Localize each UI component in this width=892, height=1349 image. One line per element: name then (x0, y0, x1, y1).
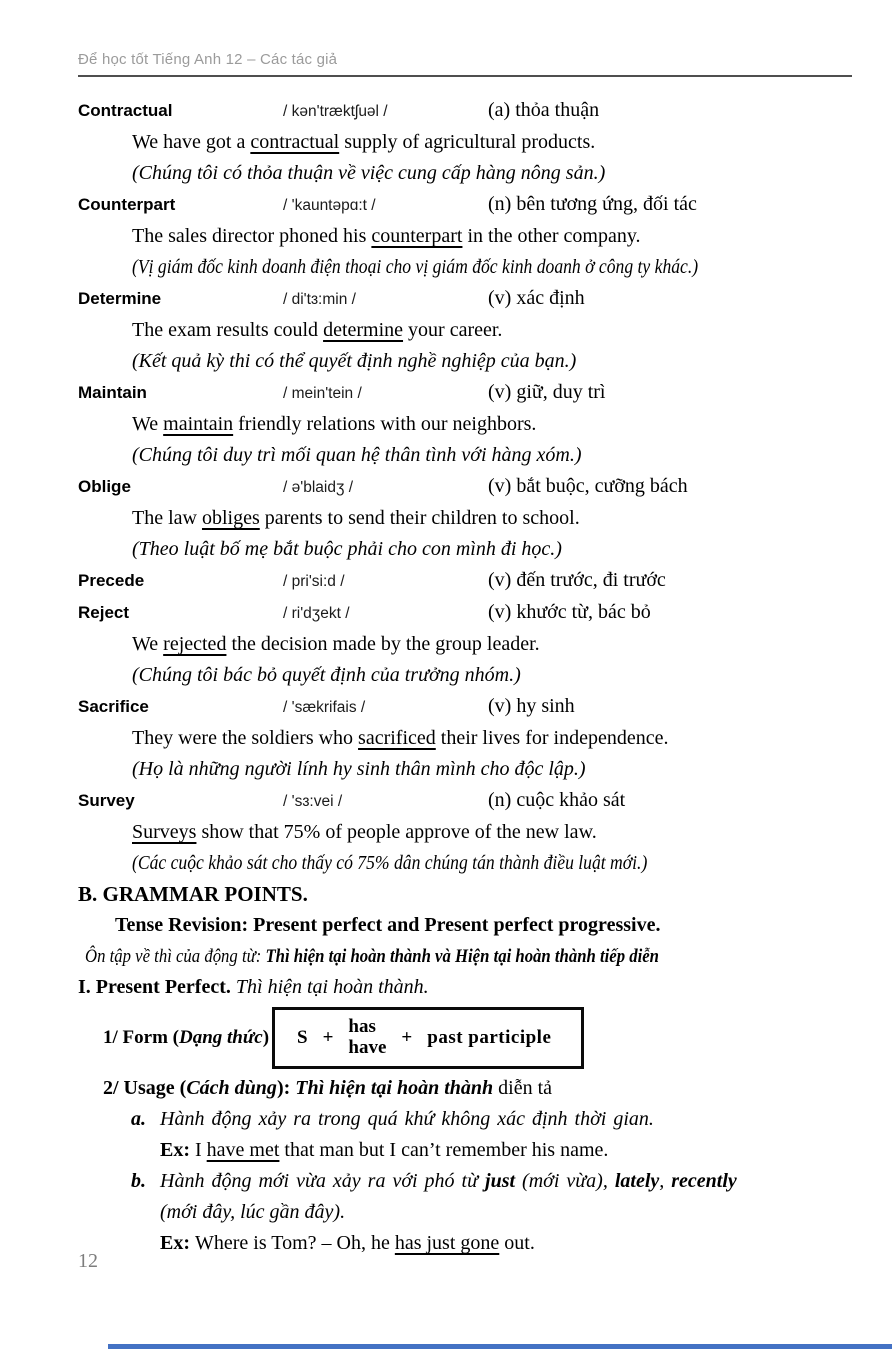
has-have-stack (348, 1017, 386, 1058)
example-text: supply of agricultural products. (339, 131, 596, 153)
example-text: that man but I can’t remember his name. (279, 1139, 609, 1161)
usage-tense-name: Thì hiện tại hoàn thành (295, 1077, 494, 1099)
example-text: out. (499, 1232, 535, 1254)
vocab-term: Survey (78, 791, 135, 810)
vocab-phonetic: / ə'blaidʒ / (283, 479, 353, 496)
form-row (103, 1003, 852, 1073)
vocab-term: Contractual (78, 101, 173, 120)
present-perfect-vn: Thì hiện tại hoàn thành. (230, 976, 429, 998)
translation-text: (Họ là những người lính hy sinh thân mình cho độc lập.) (132, 758, 586, 780)
vocab-example (132, 817, 852, 848)
usage-heading (103, 1073, 852, 1104)
paren: ( (179, 1077, 187, 1099)
vocab-term: Reject (78, 603, 130, 622)
item-letter: a. (131, 1108, 146, 1130)
example-label: Ex: (160, 1139, 195, 1161)
vocab-entry (78, 189, 852, 283)
vocab-head-row (78, 471, 852, 503)
running-header-title: Để học tốt Tiếng Anh 12 – Các tác giả (78, 51, 338, 68)
vocab-phonetic: / 'sɜ:vei / (283, 793, 343, 810)
example-text: their lives for independence. (435, 727, 669, 749)
present-perfect-en: I. Present Perfect. (78, 976, 231, 998)
vocab-meaning: (n) cuộc khảo sát (488, 789, 626, 811)
example-text: friendly relations with our neighbors. (233, 413, 537, 435)
vocab-entry (78, 377, 852, 471)
example-underlined-word: Surveys (132, 821, 197, 843)
paren: ( (172, 1027, 179, 1048)
vocab-head-row (78, 691, 852, 723)
vocab-head-row (78, 597, 852, 629)
vocab-entry (78, 283, 852, 377)
vocab-head-row (78, 377, 852, 409)
vocab-example (132, 221, 852, 252)
translation-text: (Các cuộc khảo sát cho thấy có 75% dân chúng tán thành điều luật mới.) (132, 852, 648, 874)
footer-accent-bar (108, 1344, 892, 1349)
item-text (160, 1166, 737, 1197)
adverb-lately: lately (614, 1170, 660, 1192)
translation-text: (Vị giám đốc kinh doanh điện thoại cho vị giám đốc kinh doanh ở công ty khác.) (132, 256, 699, 278)
translation-text: (Chúng tôi bác bỏ quyết định của trưởng nhóm.) (132, 664, 521, 686)
item-b-line2-text: (mới đây, lúc gần đây). (160, 1201, 346, 1223)
vocab-translation (132, 346, 852, 377)
translation-text: (Theo luật bố mẹ bắt buộc phải cho con mình đi học.) (132, 538, 562, 560)
vocab-meaning: (v) đến trước, đi trước (488, 569, 666, 591)
usage-vn: Cách dùng (186, 1077, 277, 1099)
example-text: We (132, 633, 164, 655)
form-label (103, 1027, 269, 1049)
example-text: The law (132, 507, 202, 529)
vocab-example (132, 409, 852, 440)
example-text: We (132, 413, 164, 435)
translation-text: (Chúng tôi có thỏa thuận về việc cung cấp hàng nông sản.) (132, 162, 606, 184)
vn-intro-bold: Thì hiện tại hoàn thành và Hiện tại hoàn thành tiếp diễn (265, 946, 659, 967)
form-label-vn: Dạng thức (178, 1027, 263, 1048)
vocab-meaning: (n) bên tương ứng, đối tác (488, 193, 697, 215)
vocab-translation (132, 660, 852, 691)
item-b-text: Hành động mới vừa xảy ra với phó từ (160, 1170, 486, 1192)
item-letter: b. (131, 1170, 146, 1192)
present-perfect-heading (78, 972, 852, 1003)
vocab-phonetic: / ri'dʒekt / (283, 605, 350, 622)
example-underlined-word: sacrificed (358, 727, 436, 749)
item-b-paren: (mới vừa), (515, 1170, 615, 1192)
vocab-example (132, 629, 852, 660)
vocab-term: Determine (78, 289, 162, 308)
example-text: the decision made by the group leader. (226, 633, 540, 655)
example-underlined-word: obliges (201, 507, 260, 529)
example-text: The sales director phoned his (132, 225, 372, 247)
usage-item-b-line2 (160, 1197, 852, 1228)
vocab-term: Precede (78, 571, 145, 590)
vocab-phonetic: / pri'si:d / (283, 573, 345, 590)
vocab-translation (132, 252, 852, 283)
example-text: We have got a (132, 131, 251, 153)
vocab-head-row (78, 785, 852, 817)
formula-has: has (348, 1016, 376, 1038)
example-underlined-word: contractual (250, 131, 340, 153)
vocab-example (132, 127, 852, 158)
formula-have: have (348, 1037, 387, 1058)
item-text: Hành động xảy ra trong quá khứ không xác định thời gian. (160, 1108, 654, 1130)
vocab-term: Oblige (78, 477, 131, 496)
example-text: The exam results could (132, 319, 324, 341)
vietnamese-intro-line (85, 941, 852, 972)
paren: ): (276, 1077, 296, 1099)
vocab-phonetic: / 'kauntəpɑ:t / (283, 197, 376, 214)
usage-item-a-example (160, 1135, 852, 1166)
example-underlined-word: have met (206, 1139, 280, 1161)
vocab-term: Sacrifice (78, 697, 149, 716)
example-text: parents to send their children to school. (259, 507, 580, 529)
usage-item-a (131, 1104, 852, 1135)
vocab-translation (132, 158, 852, 189)
vocab-phonetic: / mein'tein / (283, 385, 362, 402)
plus-sign: + (322, 1027, 334, 1048)
usage-label: 2/ Usage (103, 1077, 180, 1099)
example-text: Where is Tom? – Oh, he (195, 1232, 395, 1254)
vocab-translation (132, 534, 852, 565)
example-text: I (195, 1139, 207, 1161)
example-underlined-word: rejected (163, 633, 227, 655)
vocab-meaning: (a) thỏa thuận (488, 99, 600, 121)
plus-sign: + (401, 1027, 413, 1048)
vocab-entry (78, 471, 852, 565)
vocab-term: Maintain (78, 383, 147, 402)
example-underlined-word: determine (323, 319, 404, 341)
vocab-example (132, 723, 852, 754)
vocab-example (132, 315, 852, 346)
usage-suffix: diễn tả (493, 1077, 553, 1099)
example-label: Ex: (160, 1232, 195, 1254)
vocab-meaning: (v) xác định (488, 287, 585, 309)
adverb-recently: recently (671, 1170, 737, 1192)
vocab-translation (132, 440, 852, 471)
vocab-head-row (78, 565, 852, 597)
paren: ) (262, 1027, 270, 1048)
page-number: 12 (78, 1250, 98, 1272)
vocab-entry (78, 95, 852, 189)
translation-text: (Kết quả kỳ thi có thể quyết định nghề nghiệp của bạn.) (132, 350, 577, 372)
vocab-entry (78, 691, 852, 785)
vocab-meaning: (v) khước từ, bác bỏ (488, 601, 651, 623)
tense-revision-title (115, 910, 852, 941)
tense-revision-text: Tense Revision: Present perfect and Present perfect progressive. (115, 914, 661, 936)
usage-item-b (131, 1166, 852, 1197)
vocab-entry (78, 597, 852, 691)
vocab-head-row (78, 189, 852, 221)
running-header (78, 50, 852, 77)
vocab-translation (132, 848, 852, 879)
vocab-phonetic: / kən'træktʃuəl / (283, 103, 388, 120)
vocab-translation (132, 754, 852, 785)
example-underlined-word: has just gone (394, 1232, 500, 1254)
comma: , (659, 1170, 672, 1192)
example-text: in the other company. (462, 225, 641, 247)
formula-past-participle: past participle (427, 1027, 552, 1048)
form-label-main: 1/ Form (103, 1027, 173, 1048)
usage-item-b-example (160, 1228, 852, 1259)
section-heading-grammar-points (78, 879, 852, 910)
formula-box (272, 1007, 584, 1069)
vocab-entry (78, 565, 852, 597)
formula-subject: S (297, 1027, 308, 1048)
vocab-example (132, 503, 852, 534)
adverb-just: just (485, 1170, 516, 1192)
example-underlined-word: counterpart (371, 225, 463, 247)
translation-text: (Chúng tôi duy trì mối quan hệ thân tình với hàng xóm.) (132, 444, 582, 466)
vocab-meaning: (v) giữ, duy trì (488, 381, 606, 403)
vietnamese-intro-inner (85, 941, 659, 972)
vocab-phonetic: / di'tɜ:min / (283, 291, 356, 308)
vocab-head-row (78, 95, 852, 127)
vocab-head-row (78, 283, 852, 315)
example-text: They were the soldiers who (132, 727, 359, 749)
vocab-term: Counterpart (78, 195, 176, 214)
vocab-meaning: (v) bắt buộc, cưỡng bách (488, 475, 688, 497)
vocab-meaning: (v) hy sinh (488, 695, 575, 717)
vocab-entry (78, 785, 852, 879)
example-text: your career. (403, 319, 503, 341)
example-text: show that 75% of people approve of the new law. (196, 821, 597, 843)
vn-intro-prefix: Ôn tập về thì của động từ: (85, 946, 266, 967)
section-heading-text: B. GRAMMAR POINTS. (78, 882, 308, 906)
example-underlined-word: maintain (163, 413, 234, 435)
vocab-phonetic: / 'sækrifais / (283, 699, 366, 716)
